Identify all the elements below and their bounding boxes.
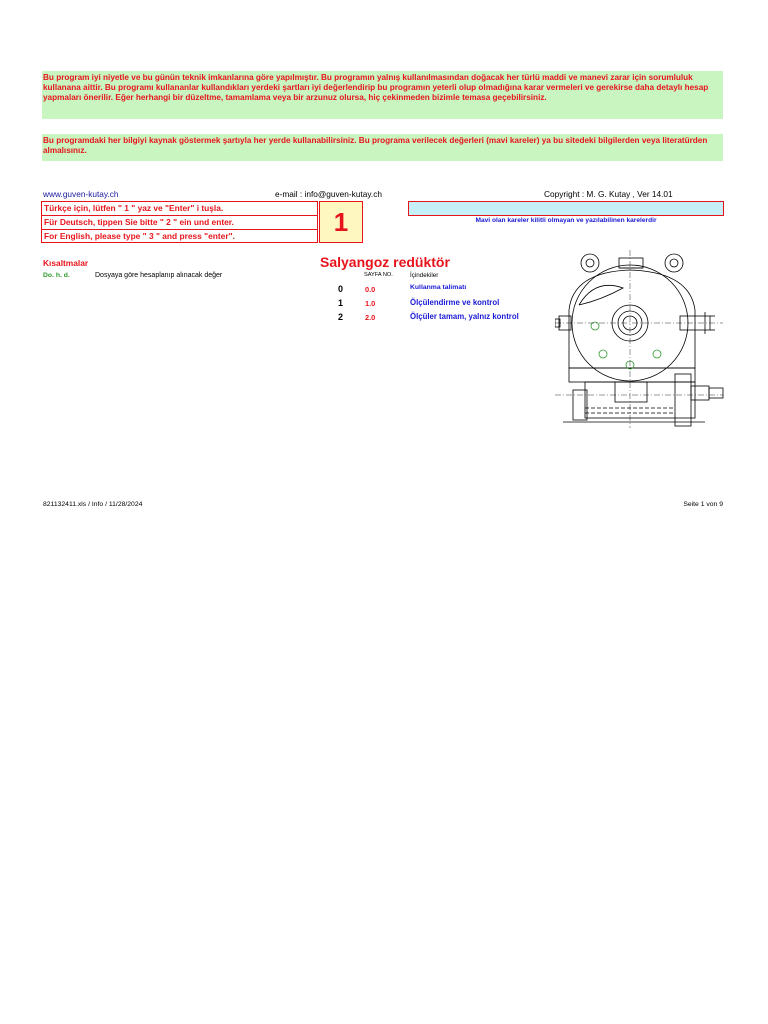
toc-page-number: 2.0 (365, 313, 376, 322)
toc-number: 2 (338, 312, 344, 322)
toc-item-link[interactable]: Ölçülendirme ve kontrol (410, 298, 500, 307)
blue-cells-caption: Mavi olan kareler kilitli olmayan ve yazılabilinen karelerdir (475, 217, 657, 224)
website-link[interactable]: www.guven-kutay.ch (43, 189, 119, 199)
toc-number: 0 (338, 284, 344, 294)
footer-file-info: 821132411.xls / Info / 11/28/2024 (43, 501, 143, 508)
abbreviations-title: Kısaltmalar (43, 258, 89, 268)
toc-page-number: 0.0 (365, 285, 376, 294)
abbreviation-key: Do. h. d. (43, 272, 70, 279)
disclaimer-notice: Bu program iyi niyetle ve bu günün teknik imkanlarına göre yapılmıştır. Bu programın yalnış kullanılmasından doğacak her türlü maddi ve manevi zarar için sorumluluk kullanana aittir. Bu programı kullananlar kullandıkları yerdeki şartları iyi değerlendirip bu programın yeterli olup olmadığına karar vermeleri ve gerekirse daha detaylı hesap yapmaları önerilir. Eğer herhangi bir düzeltme, tamamlama veya bir arzunuz olursa, hiç çekinmeden bizimle temasa geçebilirsiniz. (42, 71, 723, 119)
toc-item-link[interactable]: Kullanma talimatı (410, 284, 467, 291)
toc-page-header: SAYFA NO. (364, 272, 393, 278)
email-text: e-mail : info@guven-kutay.ch (275, 189, 382, 199)
copyright-text: Copyright : M. G. Kutay , Ver 14.01 (544, 189, 673, 199)
language-input[interactable]: 1 (319, 201, 363, 243)
toc-item-link[interactable]: Ölçüler tamam, yalnız kontrol (410, 312, 519, 321)
language-option-german: Für Deutsch, tippen Sie bitte " 2 " ein und enter. (42, 216, 317, 230)
abbreviation-description: Dosyaya göre hesaplanıp alınacak değer (95, 272, 223, 279)
worm-gear-drawing (555, 250, 725, 430)
footer-page-number: Seite 1 von 9 (683, 501, 723, 508)
toc-contents-header: İçindekiler (410, 272, 439, 279)
blue-input-cell[interactable] (408, 201, 724, 216)
page-title: Salyangoz redüktör (320, 254, 450, 270)
language-option-turkish: Türkçe için, lütfen " 1 " yaz ve "Enter" i tuşla. (42, 202, 317, 216)
toc-page-number: 1.0 (365, 299, 376, 308)
language-options (41, 201, 318, 243)
usage-notice: Bu programdaki her bilgiyi kaynak göstermek şartıyla her yerde kullanabilirsiniz. Bu programa verilecek değerleri (mavi kareler) ya bu sitedeki bilgilerden veya literatürden almalısınız. (42, 134, 723, 161)
toc-number: 1 (338, 298, 344, 308)
language-option-english: For English, please type " 3 " and press "enter". (44, 231, 235, 241)
